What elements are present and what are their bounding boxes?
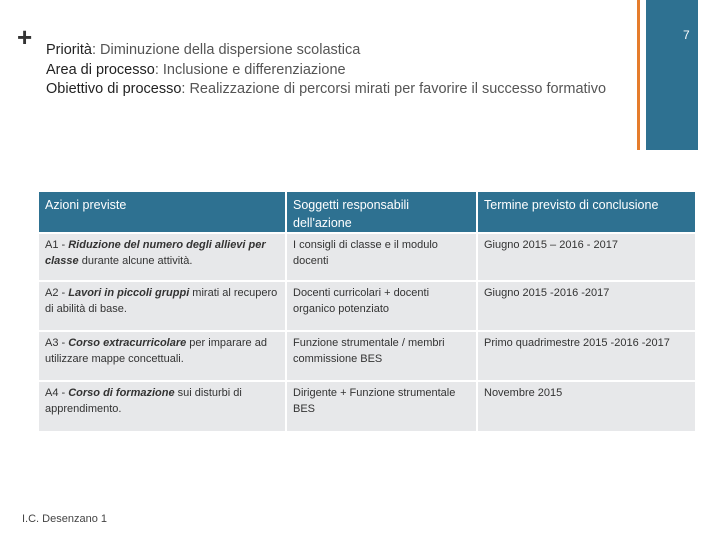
header-soggetti: Soggetti responsabili dell'azione — [286, 192, 477, 233]
action-rest: per imparare ad utilizzare mappe concettuali. — [45, 337, 267, 365]
action-rest: sui disturbi di apprendimento. — [45, 387, 242, 415]
area-label: Area di processo — [46, 61, 155, 78]
table-row — [39, 331, 695, 381]
plus-icon: + — [17, 22, 33, 52]
action-prefix: A1 - — [45, 239, 69, 251]
header-termine: Termine previsto di conclusione — [477, 192, 695, 233]
objective-label: Obiettivo di processo — [46, 81, 182, 97]
soggetti-cell: Docenti curricolari + docenti organico potenziato — [286, 281, 477, 331]
objective-line — [46, 80, 636, 100]
actions-table — [39, 192, 695, 431]
action-cell — [39, 381, 286, 431]
action-rest: mirati al recupero di abilità di base. — [45, 287, 278, 315]
action-emph: Lavori in piccoli gruppi — [68, 287, 190, 299]
termine-cell: Giugno 2015 -2016 -2017 — [477, 281, 695, 331]
area-line — [46, 61, 636, 81]
objective-value: : Realizzazione di percorsi mirati per favorire il successo formativo — [181, 81, 607, 97]
soggetti-cell: Dirigente + Funzione strumentale BES — [286, 381, 477, 431]
action-emph: Corso di formazione — [68, 387, 175, 399]
area-value: : Inclusione e differenziazione — [154, 61, 346, 78]
priority-label: Priorità — [46, 42, 92, 58]
accent-line — [637, 0, 640, 150]
page-number: 7 — [683, 28, 690, 42]
termine-cell: Novembre 2015 — [477, 381, 695, 431]
table-row — [39, 233, 695, 281]
slide-header — [46, 41, 636, 100]
action-prefix: A2 - — [45, 287, 69, 299]
page-number-bar — [646, 0, 698, 150]
table-row — [39, 381, 695, 431]
action-cell — [39, 281, 286, 331]
table-row — [39, 281, 695, 331]
table-header-row — [39, 192, 695, 233]
action-prefix: A4 - — [45, 387, 69, 399]
footer-school-name: I.C. Desenzano 1 — [22, 513, 107, 525]
priority-line — [46, 41, 636, 61]
action-emph: Riduzione del numero degli allievi per classe — [45, 239, 266, 267]
header-azioni: Azioni previste — [39, 192, 286, 233]
soggetti-cell: Funzione strumentale / membri commissione BES — [286, 331, 477, 381]
termine-cell: Primo quadrimestre 2015 -2016 -2017 — [477, 331, 695, 381]
action-rest: durante alcune attività. — [78, 255, 193, 267]
action-emph: Corso extracurricolare — [68, 337, 187, 349]
action-cell — [39, 331, 286, 381]
action-cell — [39, 233, 286, 281]
soggetti-cell: I consigli di classe e il modulo docenti — [286, 233, 477, 281]
priority-value: : Diminuzione della dispersione scolastica — [91, 42, 361, 58]
action-prefix: A3 - — [45, 337, 69, 349]
termine-cell: Giugno 2015 – 2016 - 2017 — [477, 233, 695, 281]
